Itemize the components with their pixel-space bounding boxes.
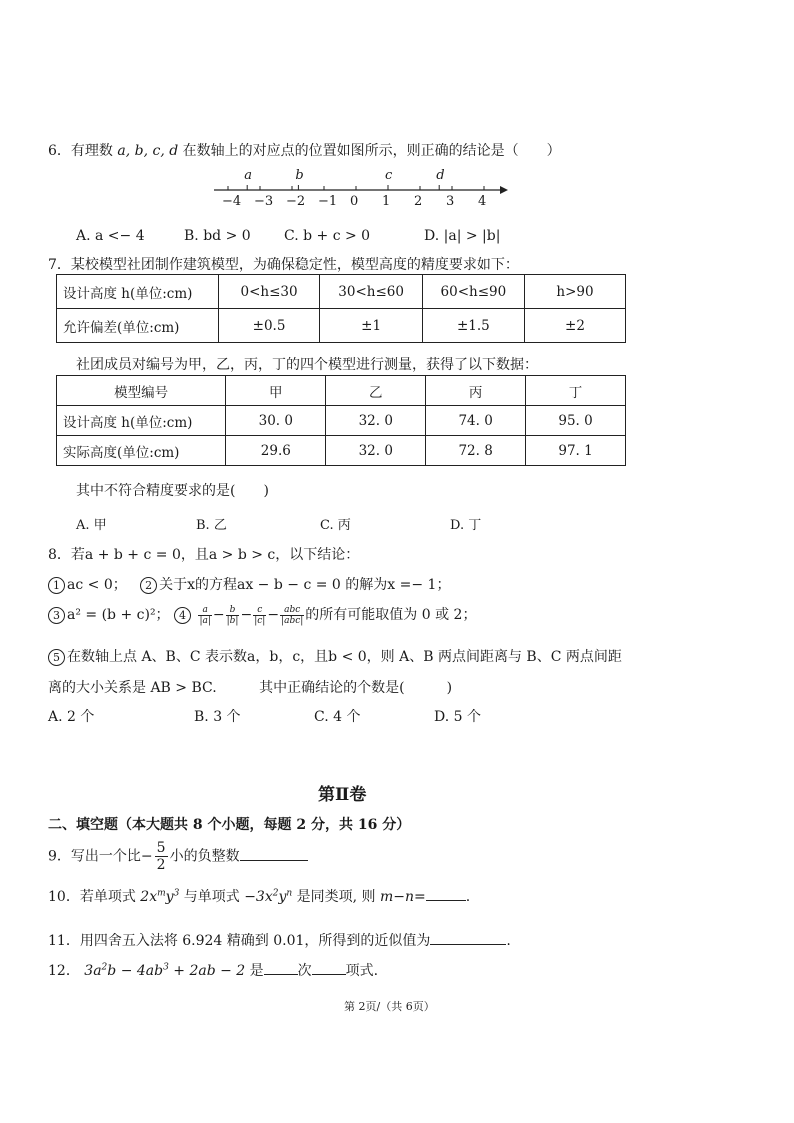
- q7-mid: 社团成员对编号为甲，乙，丙，丁的四个模型进行测量，获得了以下数据：: [76, 357, 538, 373]
- table-cell: 允许偏差(单位:cm): [57, 309, 219, 343]
- table-cell: 设计高度 h(单位:cm): [57, 275, 219, 309]
- q8-option-d: D. 5 个: [434, 709, 481, 725]
- answer-blank[interactable]: [240, 860, 308, 861]
- measurement-table: [56, 375, 626, 466]
- table-cell: 60<h≤90: [422, 275, 524, 309]
- point-label: b: [295, 168, 304, 183]
- q6-option-c: C. b + c > 0: [284, 228, 371, 244]
- q8-option-a: A. 2 个: [48, 709, 95, 725]
- circled-3: 3: [48, 607, 65, 624]
- table-cell: 设计高度 h(单位:cm): [57, 406, 226, 436]
- q8-conclusion-1-2: 1 ac < 0； 2 关于x的方程ax − b − c = 0 的解为x =− 1；: [48, 574, 450, 594]
- table-cell: 97. 1: [526, 436, 626, 466]
- axis-tick-label: 0: [350, 194, 359, 209]
- table-cell: 模型编号: [57, 376, 226, 406]
- table-cell: 32. 0: [326, 406, 426, 436]
- circled-4: 4: [174, 607, 191, 624]
- table-cell: 29.6: [226, 436, 326, 466]
- table-cell: 30. 0: [226, 406, 326, 436]
- q8-conclusion-5-cont: 离的大小关系是 AB > BC. 其中正确结论的个数是( ): [48, 680, 453, 696]
- q9: 9．写出一个比− $\frac{5}{2}$ 小的负整数: [48, 840, 308, 873]
- table-cell: ±0.5: [218, 309, 320, 343]
- axis-tick-label: 1: [382, 194, 391, 209]
- q8-conclusion-5: 5 在数轴上点 A、B、C 表示数a，b，c，且b < 0，则 A、B 两点间距离与 B、C 两点间距: [48, 646, 622, 666]
- table-cell: 72. 8: [426, 436, 526, 466]
- table-cell: 74. 0: [426, 406, 526, 436]
- q8-stem: 8．若a + b + c = 0，且a > b > c，以下结论：: [48, 547, 360, 563]
- q6-option-d: D. |a| > |b|: [424, 228, 501, 244]
- axis-tick-label: −1: [318, 194, 338, 209]
- answer-blank[interactable]: [312, 974, 346, 975]
- q7-option-c: C. 丙: [320, 518, 351, 533]
- q8-option-c: C. 4 个: [314, 709, 361, 725]
- q6-stem: 6．有理数 a, b, c, d 在数轴上的对应点的位置如图所示，则正确的结论是（ ）: [48, 143, 561, 159]
- point-label: c: [385, 168, 393, 183]
- q6-option-b: B. bd > 0: [184, 228, 251, 244]
- table-cell: ±2: [525, 309, 626, 343]
- q7-option-a: A. 甲: [76, 518, 107, 533]
- axis-tick-label: 4: [478, 194, 487, 209]
- table-cell: 甲: [226, 376, 326, 406]
- table-cell: 实际高度(单位:cm): [57, 436, 226, 466]
- table-cell: ±1: [320, 309, 422, 343]
- q8-option-b: B. 3 个: [194, 709, 241, 725]
- answer-blank[interactable]: [264, 974, 298, 975]
- q8-conclusion-3-4: 3 a² = (b + c)²； 4 $\frac{a}{|a|}$ − $\frac{b}{|b|}$ − $\frac{c}{|c|}$ − $\frac{\text{abc}}{\text{|abc|}}$ 的所有可能取值为 0 或 2；: [48, 604, 476, 626]
- table-cell: 32. 0: [326, 436, 426, 466]
- table-cell: h>90: [525, 275, 626, 309]
- circled-1: 1: [48, 577, 65, 594]
- point-label: d: [436, 168, 445, 183]
- axis-tick-label: 3: [446, 194, 455, 209]
- q12: 12． $3a^2b - 4ab^3 + 2ab - 2$ 是 次 项式.: [48, 962, 379, 979]
- answer-blank[interactable]: [430, 944, 506, 945]
- q7-option-d: D. 丁: [450, 518, 482, 533]
- axis-tick-label: 2: [414, 194, 423, 209]
- q10: 10．若单项式 $2x^my^3$ 与单项式 $-3x^2y^n$ 是同类项, 则 m−n= .: [48, 888, 471, 905]
- part2-title: 第Ⅱ卷: [318, 785, 367, 805]
- table-cell: 丁: [526, 376, 626, 406]
- axis-tick-label: −3: [254, 194, 274, 209]
- q7-stem: 7．某校模型社团制作建筑模型，为确保稳定性，模型高度的精度要求如下：: [48, 257, 519, 273]
- circled-2: 2: [140, 577, 157, 594]
- table-cell: 95. 0: [526, 406, 626, 436]
- table-cell: ±1.5: [422, 309, 524, 343]
- page-footer: 第 2页/（共 6页）: [344, 1000, 435, 1013]
- q7-ask: 其中不符合精度要求的是( ): [76, 483, 269, 499]
- section-heading: 二、填空题（本大题共 8 个小题，每题 2 分，共 16 分）: [48, 817, 411, 833]
- table-cell: 30<h≤60: [320, 275, 422, 309]
- axis-tick-label: −4: [222, 194, 242, 209]
- answer-blank[interactable]: [426, 900, 466, 901]
- circled-5: 5: [48, 649, 65, 666]
- table-cell: 乙: [326, 376, 426, 406]
- table-cell: 丙: [426, 376, 526, 406]
- axis-tick-label: −2: [286, 194, 306, 209]
- point-label: a: [244, 168, 252, 183]
- q11: 11．用四舍五入法将 6.924 精确到 0.01，所得到的近似值为 .: [48, 933, 511, 949]
- table-cell: 0<h≤30: [218, 275, 320, 309]
- q6-option-a: A. a <− 4: [76, 228, 145, 244]
- q7-option-b: B. 乙: [196, 518, 227, 533]
- precision-table: [56, 274, 626, 343]
